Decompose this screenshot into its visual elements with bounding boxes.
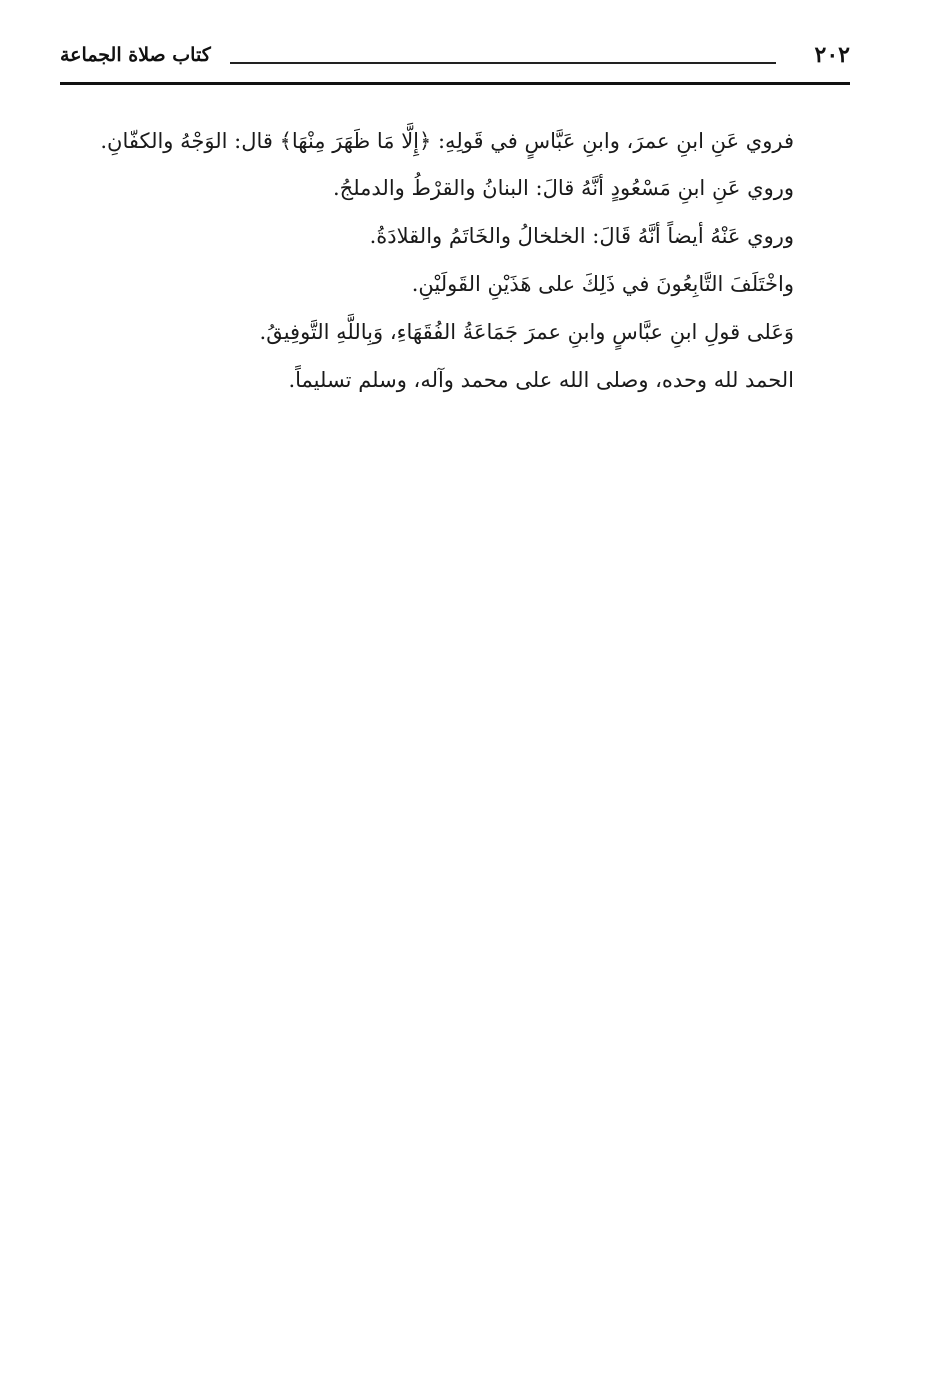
paragraph-tabiun-differed: واخْتَلَفَ التَّابِعُونَ في ذَلِكَ على هَذَيْنِ القَولَيْنِ. [411, 272, 794, 296]
header-rule [60, 82, 850, 85]
paragraph-ibn-masud: وروي عَنِ ابنِ مَسْعُودٍ أنَّهُ قالَ: البنانُ والقرْطُ والدملجُ. [332, 176, 794, 200]
running-header [60, 38, 850, 78]
paragraph-closing-doxology: الحمد لله وحده، وصلى الله على محمد وآله، وسلم تسليماً. [288, 368, 794, 392]
paragraph-ibn-masud-also: وروي عَنْهُ أيضاً أنَّهُ قَالَ: الخلخالُ والخَاتَمُ والقلادَةُ. [369, 224, 794, 248]
chapter-title: كتاب صلاة الجماعة [60, 44, 211, 66]
paragraph-ibn-umar-quote: فروي عَنِ ابنِ عمرَ، وابنِ عَبَّاسٍ في قَولِهِ: ﴿إِلَّا مَا ظَهَرَ مِنْهَا﴾ قال: الوَجْهُ والكفّانِ. [100, 129, 794, 153]
page-number: ٢٠٢ [814, 42, 850, 68]
paragraph-fuqaha: وَعَلى قولِ ابنِ عبَّاسٍ وابنِ عمرَ جَمَاعَةُ الفُقَهَاءِ، وَبِاللَّهِ التَّوفِيقُ. [259, 320, 794, 344]
header-leader-line [230, 62, 776, 64]
body-text [74, 118, 834, 404]
